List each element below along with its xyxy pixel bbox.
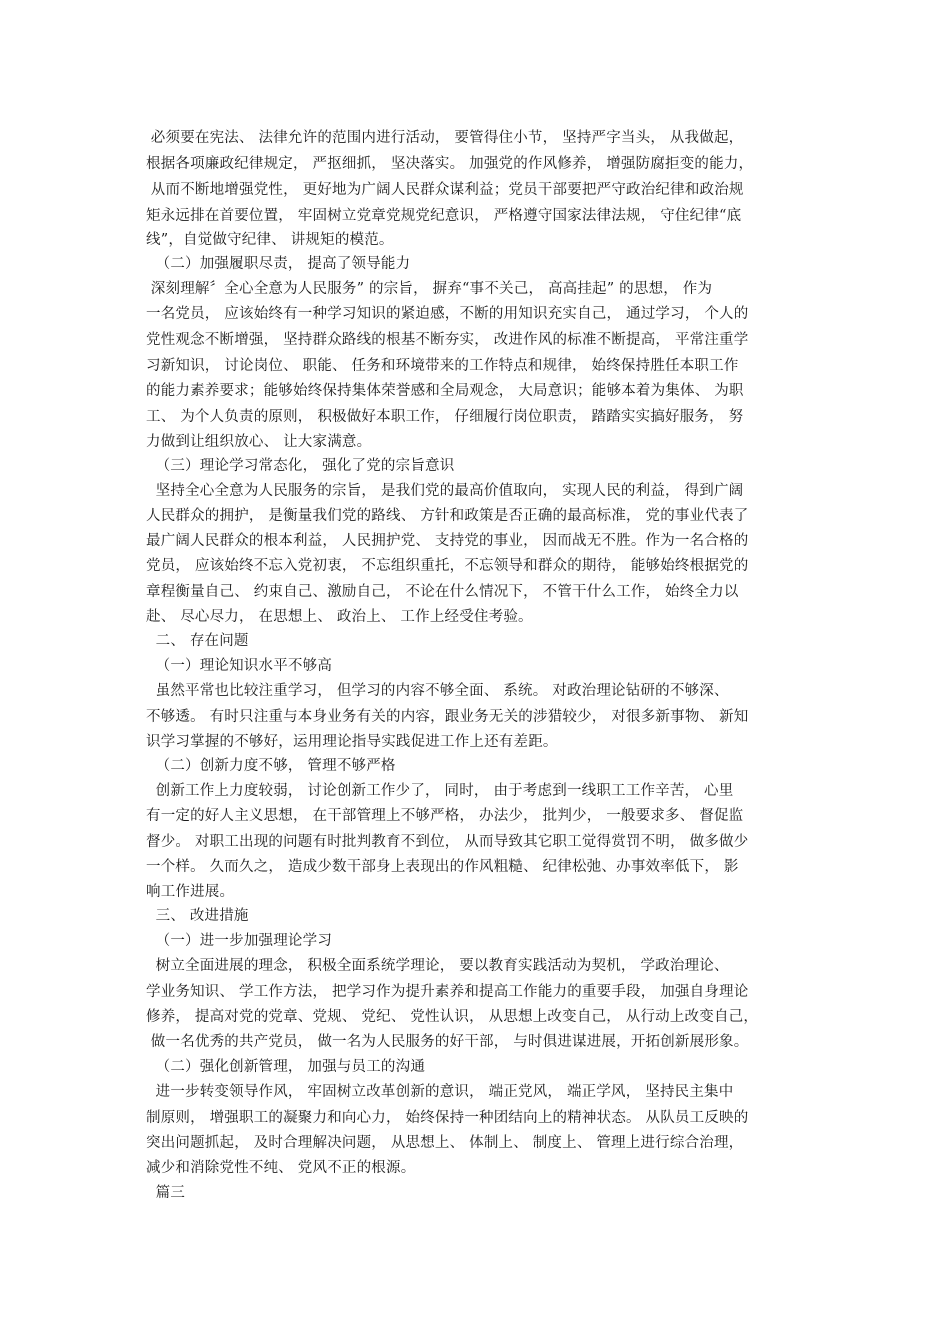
text-line: 进一步转变领导作风， 牢固树立改革创新的意识， 端正党风， 端正学风， 坚持民主集中 <box>146 1084 734 1100</box>
section-heading: （一）进一步加强理论学习 <box>146 933 333 949</box>
text-line: 章程衡量自己、 约束自己、激励自己， 不论在什么情况下， 不管干什么工作， 始终全力以 <box>146 584 739 600</box>
text-line: 做一名优秀的共产党员， 做一名为人民服务的好干部， 与时俱进谋进展，开拓创新展形象。 <box>146 1034 749 1050</box>
text-line: 赴、 尽心尽力， 在思想上、 政治上、 工作上经受住考验。 <box>146 609 533 625</box>
section-heading: （一）理论知识水平不够高 <box>146 658 333 674</box>
text-line: 习新知识， 讨论岗位、 职能、 任务和环境带来的工作特点和规律， 始终保持胜任本职工作 <box>146 358 739 374</box>
section-heading: （二）加强履职尽责， 提高了领导能力 <box>146 256 411 272</box>
text-line: 有一定的好人主义思想， 在干部管理上不够严格， 办法少， 批判少， 一般要求多、 督促监 <box>146 808 744 824</box>
text-line: 创新工作上力度较弱， 讨论创新工作少了， 同时， 由于考虑到一线职工工作辛苦， 心里 <box>146 783 734 799</box>
text-line: 力做到让组织放心、 让大家满意。 <box>146 434 372 450</box>
text-line: 根据各项廉政纪律规定， 严抠细抓， 坚决落实。 加强党的作风修养， 增强防腐拒变的能力， <box>146 156 754 172</box>
text-line: 深刻理解〞全心全意为人民服务” 的宗旨， 摒弃“事不关己， 高高挂起” 的思想， 作为 <box>146 281 713 297</box>
text-line: 突出问题抓起， 及时合理解决问题， 从思想上、 体制上、 制度上、 管理上进行综合治理， <box>146 1135 744 1151</box>
text-line: 不够透。 有时只注重与本身业务有关的内容，跟业务无关的涉猎较少， 对很多新事物、 新知 <box>146 709 749 725</box>
text-line: 识学习掌握的不够好，运用理论指导实践促进工作上还有差距。 <box>146 734 558 750</box>
text-line: 从而不断地增强党性， 更好地为广阔人民群众谋利益；党员干部要把严守政治纪律和政治规 <box>146 182 744 198</box>
text-line: 树立全面进展的理念， 积极全面系统学理论， 要以教育实践活动为契机， 学政治理论、 <box>146 958 729 974</box>
text-line: 线”，自觉做守纪律、 讲规矩的模范。 <box>146 232 394 248</box>
text-line: 最广阔人民群众的根本利益， 人民拥护党、 支持党的事业， 因而战无不胜。作为一名合格的 <box>146 533 749 549</box>
text-line: 制原则， 增强职工的凝聚力和向心力， 始终保持一种团结向上的精神状态。 从队员工反映的 <box>146 1110 749 1126</box>
text-line: 党员， 应该始终不忘入党初衷， 不忘组织重托，不忘领导和群众的期待， 能够始终根据党的 <box>146 558 749 574</box>
text-line: 修养， 提高对党的党章、党规、 党纪、 党性认识， 从思想上改变自己， 从行动上改变自己， <box>146 1009 759 1025</box>
text-line: 的能力素养要求；能够始终保持集体荣誉感和全局观念， 大局意识；能够本着为集体、 为职 <box>146 383 744 399</box>
text-line: 督少。 对职工出现的问题有时批判教育不到位， 从而导致其它职工觉得赏罚不明， 做多做少 <box>146 834 749 850</box>
text-line: 党性观念不断增强， 坚持群众路线的根基不断夯实， 改进作风的标准不断提高， 平常注重学 <box>146 332 749 348</box>
text-line: 一个样。 久而久之， 造成少数干部身上表现出的作风粗糙、 纪律松弛、办事效率低下， 影 <box>146 859 739 875</box>
text-line: 人民群众的拥护， 是衡量我们党的路线、 方针和政策是否正确的最高标准， 党的事业代表了 <box>146 508 749 524</box>
text-line: 虽然平常也比较注重学习， 但学习的内容不够全面、 系统。 对政治理论钻研的不够深、 <box>146 683 729 699</box>
section-heading: （二）创新力度不够， 管理不够严格 <box>146 758 396 774</box>
text-line: 学业务知识、 学工作方法， 把学习作为提升素养和提高工作能力的重要手段， 加强自身理论 <box>146 984 749 1000</box>
text-line: 工、 为个人负责的原则， 积极做好本职工作， 仔细履行岗位职责， 踏踏实实搞好服务， 努 <box>146 409 744 425</box>
text-line: 响工作进展。 <box>146 884 235 900</box>
section-heading: 篇三 <box>146 1185 186 1201</box>
text-line: 矩永远排在首要位置， 牢固树立党章党规党纪意识， 严格遵守国家法律法规， 守住纪律“底 <box>146 208 742 224</box>
text-line: 减少和消除党性不纯、 党风不正的根源。 <box>146 1160 416 1176</box>
text-line: 一名党员， 应该始终有一种学习知识的紧迫感，不断的用知识充实自己， 通过学习， 个人的 <box>146 306 749 322</box>
section-heading: （二）强化创新管理， 加强与员工的沟通 <box>146 1059 426 1075</box>
text-line: 必须要在宪法、 法律允许的范围内进行活动， 要管得住小节， 坚持严字当头， 从我做起， <box>146 130 744 146</box>
text-line: 坚持全心全意为人民服务的宗旨， 是我们党的最高价值取向， 实现人民的利益， 得到广阔 <box>146 483 744 499</box>
section-heading: 三、 改进措施 <box>146 908 249 924</box>
section-heading: （三）理论学习常态化， 强化了党的宗旨意识 <box>146 458 455 474</box>
section-heading: 二、 存在问题 <box>146 633 249 649</box>
